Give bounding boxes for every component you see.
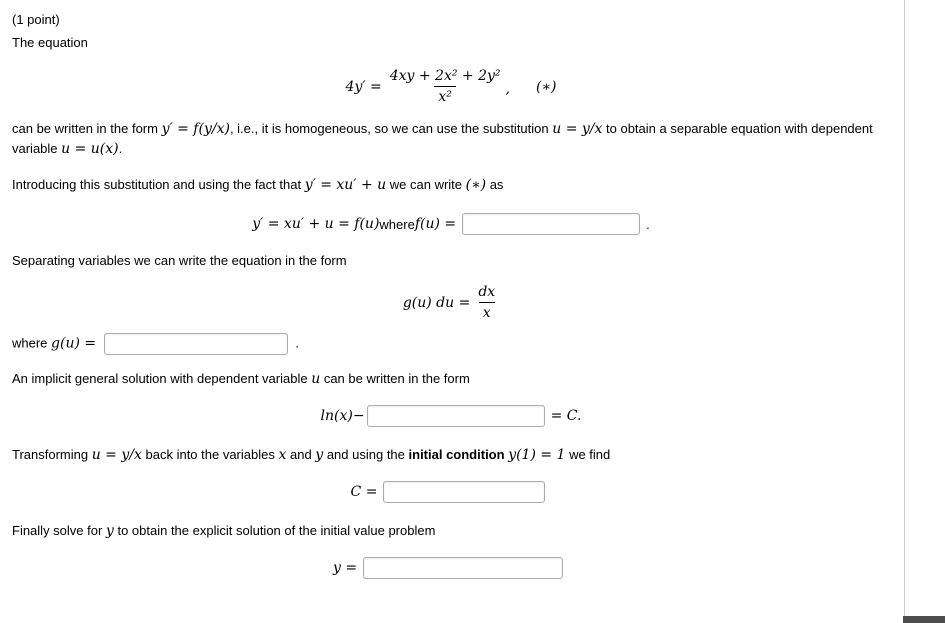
- ln-equation-row: ln(x)− = C.: [12, 405, 890, 427]
- g-equation-lhs: g(u) du =: [402, 294, 471, 311]
- points-label: [12, 10, 890, 29]
- dx-numerator: dx: [478, 284, 496, 300]
- denominator: x²: [434, 86, 456, 105]
- scrollbar-corner[interactable]: [903, 616, 945, 623]
- numerator: 4xy + 2x² + 2y²: [389, 68, 501, 84]
- paragraph-implicit: An implicit general solution with dependent variable u can be written in the form: [12, 371, 470, 387]
- ln-input[interactable]: [367, 405, 545, 427]
- dx-denominator: x: [479, 302, 495, 321]
- paragraph-solve: Finally solve for y to obtain the explicit solution of the initial value problem: [12, 523, 436, 539]
- points-text: (1 point): [12, 12, 60, 27]
- paragraph-substitution: Introducing this substitution and using the fact that y′ = xu′ + u we can write (∗) as: [12, 177, 504, 193]
- equation-intro: The equation: [12, 35, 88, 50]
- y-equation-row: y =: [12, 557, 890, 579]
- fraction: [386, 68, 505, 105]
- equation-lhs: 4y′ =: [345, 78, 382, 95]
- g-equation: [12, 284, 890, 321]
- y-input[interactable]: [363, 557, 563, 579]
- g-answer-row: where g(u) = .: [12, 333, 890, 355]
- paragraph-transform: Transforming u = y/x back into the variables x and y and using the initial condition y(1) = 1 we find: [12, 447, 611, 463]
- equation-tag: (∗): [536, 78, 557, 95]
- paragraph-separating: Separating variables we can write the equation in the form: [12, 253, 347, 268]
- c-input[interactable]: [383, 481, 545, 503]
- f-equation-row: y′ = xu′ + u = f(u) where f(u) = .: [12, 213, 890, 235]
- g-u-input[interactable]: [104, 333, 288, 355]
- initial-condition-bold: initial condition: [408, 447, 505, 462]
- dx-fraction: [474, 284, 499, 321]
- equation-star: [12, 68, 890, 105]
- paragraph-homogeneous: can be written in the form y′ = f(y/x), i.e., it is homogeneous, so we can use the substitution u = y/x to obtain a separable equation with dependent variable u = u(x).: [12, 121, 873, 157]
- f-u-input[interactable]: [462, 213, 640, 235]
- equation-comma: ,: [505, 81, 510, 97]
- c-equation-row: C =: [12, 481, 890, 503]
